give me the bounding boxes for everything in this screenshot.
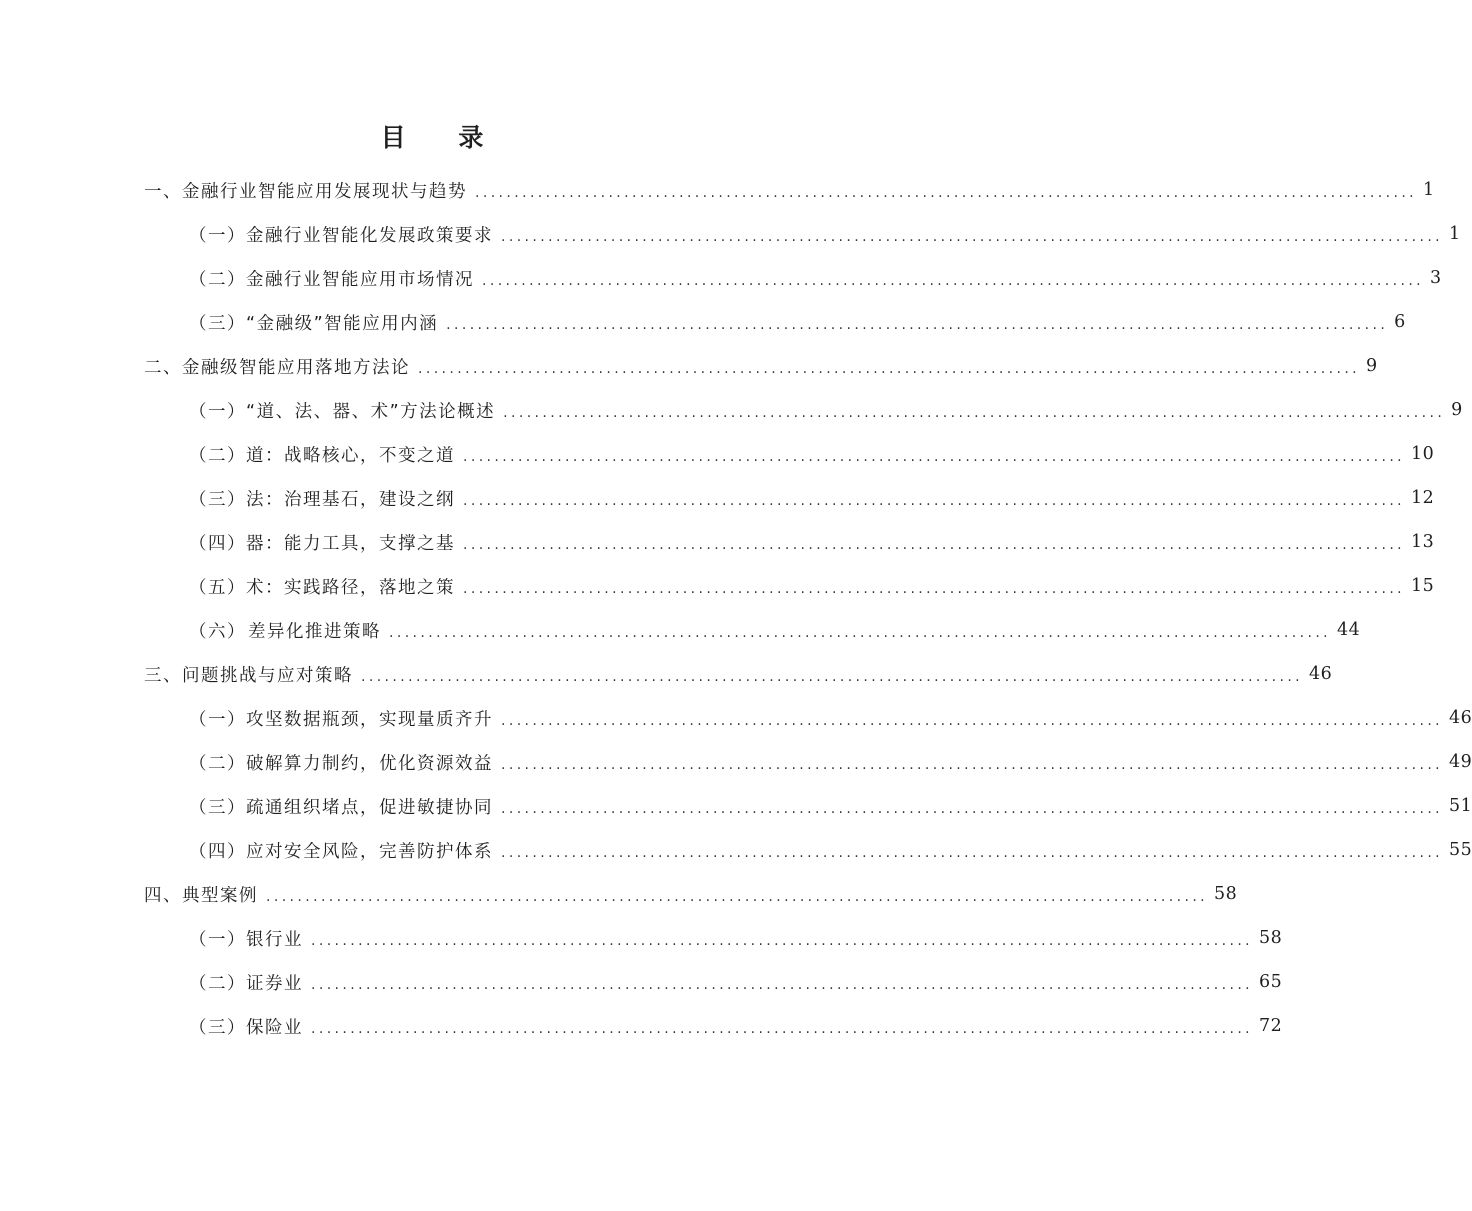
toc-entry-label: 道：战略核心，不变之道 [246, 445, 455, 466]
toc-dot-leader: ........................................................................................................................ [266, 889, 1209, 905]
toc-entry[interactable] [0, 960, 1283, 1004]
toc-entry-number: （一） [189, 401, 246, 422]
toc-page-number: 12 [1411, 488, 1435, 508]
toc-entry-label: “道、法、器、术”方法论概述 [246, 401, 496, 422]
toc-page-number: 9 [1366, 356, 1378, 376]
toc-dot-leader: ........................................................................................................................ [446, 317, 1389, 333]
toc-entry-number: （一） [189, 929, 246, 950]
toc-page-number: 13 [1411, 532, 1435, 552]
toc-dot-leader: ........................................................................................................................ [361, 669, 1304, 685]
toc-entry-label: 应对安全风险，完善防护体系 [246, 841, 493, 862]
toc-entry[interactable] [0, 344, 1378, 388]
toc-page-number: 6 [1394, 312, 1406, 332]
toc-entry-number: （一） [189, 225, 246, 246]
toc-entry-label: “金融级”智能应用内涵 [246, 313, 439, 334]
toc-entry[interactable] [0, 300, 1406, 344]
toc-entry-number: 三、 [144, 665, 182, 686]
toc-entry-number: 二、 [144, 357, 182, 378]
toc-page-number: 9 [1451, 400, 1463, 420]
toc-entry-label: 金融级智能应用落地方法论 [182, 357, 410, 378]
toc-entry[interactable] [0, 564, 1435, 608]
toc-dot-leader: ........................................................................................................................ [463, 537, 1406, 553]
toc-dot-leader: ........................................................................................................................ [463, 493, 1406, 509]
toc-entry-number: 四、 [144, 885, 182, 906]
toc-entry-label: 典型案例 [182, 885, 258, 906]
toc-entry-label: 金融行业智能化发展政策要求 [246, 225, 493, 246]
toc-entry[interactable] [0, 696, 1472, 740]
toc-dot-leader: ........................................................................................................................ [311, 933, 1254, 949]
toc-page-number: 15 [1411, 576, 1435, 596]
toc-entry[interactable] [0, 608, 1361, 652]
toc-entry[interactable] [0, 828, 1472, 872]
toc-entry-number: （二） [189, 753, 246, 774]
toc-dot-leader: ........................................................................................................................ [311, 977, 1254, 993]
toc-page-number: 10 [1411, 444, 1435, 464]
toc-dot-leader: ........................................................................................................................ [463, 581, 1406, 597]
toc-entry-number: （二） [189, 445, 246, 466]
toc-entry[interactable] [0, 652, 1333, 696]
toc-dot-leader: ........................................................................................................................ [501, 713, 1444, 729]
toc-entry[interactable] [0, 520, 1435, 564]
toc-entry[interactable] [0, 212, 1461, 256]
toc-entry-number: （六） [189, 621, 246, 642]
toc-entry-label: 金融行业智能应用市场情况 [246, 269, 474, 290]
toc-page-number: 58 [1259, 928, 1283, 948]
toc-page-number: 72 [1259, 1016, 1283, 1036]
toc-entry[interactable] [0, 432, 1435, 476]
toc-page-number: 51 [1449, 796, 1472, 816]
toc-dot-leader: ........................................................................................................................ [482, 273, 1425, 289]
toc-entry-number: （二） [189, 973, 246, 994]
toc-dot-leader: ........................................................................................................................ [389, 625, 1332, 641]
toc-entry-label: 证券业 [246, 973, 303, 994]
toc-entry-number: （四） [189, 533, 246, 554]
toc-entry[interactable] [0, 740, 1472, 784]
toc-entry-label: 问题挑战与应对策略 [182, 665, 353, 686]
toc-dot-leader: ........................................................................................................................ [501, 229, 1444, 245]
toc-page-number: 65 [1259, 972, 1283, 992]
toc-dot-leader: ........................................................................................................................ [418, 361, 1361, 377]
toc-dot-leader: ........................................................................................................................ [503, 405, 1446, 421]
toc-page-number: 46 [1309, 664, 1333, 684]
toc-entry[interactable] [0, 916, 1283, 960]
toc-entry-label: 法：治理基石，建设之纲 [246, 489, 455, 510]
toc-entry-number: （三） [189, 1017, 246, 1038]
toc-entry-label: 破解算力制约，优化资源效益 [246, 753, 493, 774]
toc-dot-leader: ........................................................................................................................ [501, 757, 1444, 773]
toc-entry-number: （五） [189, 577, 246, 598]
toc-entry-label: 疏通组织堵点，促进敏捷协同 [246, 797, 493, 818]
toc-entry-label: 攻坚数据瓶颈，实现量质齐升 [246, 709, 493, 730]
toc-entry-label: 器：能力工具，支撑之基 [246, 533, 455, 554]
toc-entry[interactable] [0, 388, 1463, 432]
toc-page-number: 44 [1337, 620, 1361, 640]
toc-entry[interactable] [0, 256, 1442, 300]
toc-entry-number: （三） [189, 313, 246, 334]
toc-entry-label: 银行业 [246, 929, 303, 950]
toc-entry-number: （二） [189, 269, 246, 290]
toc-entry-label: 保险业 [246, 1017, 303, 1038]
toc-entry[interactable] [0, 872, 1238, 916]
toc-dot-leader: ........................................................................................................................ [475, 185, 1418, 201]
toc-entry[interactable] [0, 168, 1435, 212]
toc-dot-leader: ........................................................................................................................ [311, 1021, 1254, 1037]
toc-entry[interactable] [0, 1004, 1283, 1048]
toc-dot-leader: ........................................................................................................................ [501, 801, 1444, 817]
toc-entry-number: （四） [189, 841, 246, 862]
toc-dot-leader: ........................................................................................................................ [463, 449, 1406, 465]
toc-entry[interactable] [0, 784, 1472, 828]
toc-page-number: 49 [1449, 752, 1472, 772]
toc-entry-label: 差异化推进策略 [248, 621, 381, 642]
toc-dot-leader: ........................................................................................................................ [501, 845, 1444, 861]
toc-page-number: 3 [1430, 268, 1442, 288]
table-of-contents [0, 168, 1472, 1048]
toc-page-number: 58 [1214, 884, 1238, 904]
toc-entry-label: 术：实践路径，落地之策 [246, 577, 455, 598]
toc-entry-number: （一） [189, 709, 246, 730]
toc-entry[interactable] [0, 476, 1435, 520]
toc-page-number: 46 [1449, 708, 1472, 728]
toc-page-number: 1 [1423, 180, 1435, 200]
toc-entry-number: （三） [189, 489, 246, 510]
toc-entry-number: 一、 [144, 181, 182, 202]
toc-entry-label: 金融行业智能应用发展现状与趋势 [182, 181, 467, 202]
toc-page-number: 55 [1449, 840, 1472, 860]
toc-page-number: 1 [1449, 224, 1461, 244]
toc-entry-number: （三） [189, 797, 246, 818]
page-title: 目 录 [380, 123, 506, 152]
